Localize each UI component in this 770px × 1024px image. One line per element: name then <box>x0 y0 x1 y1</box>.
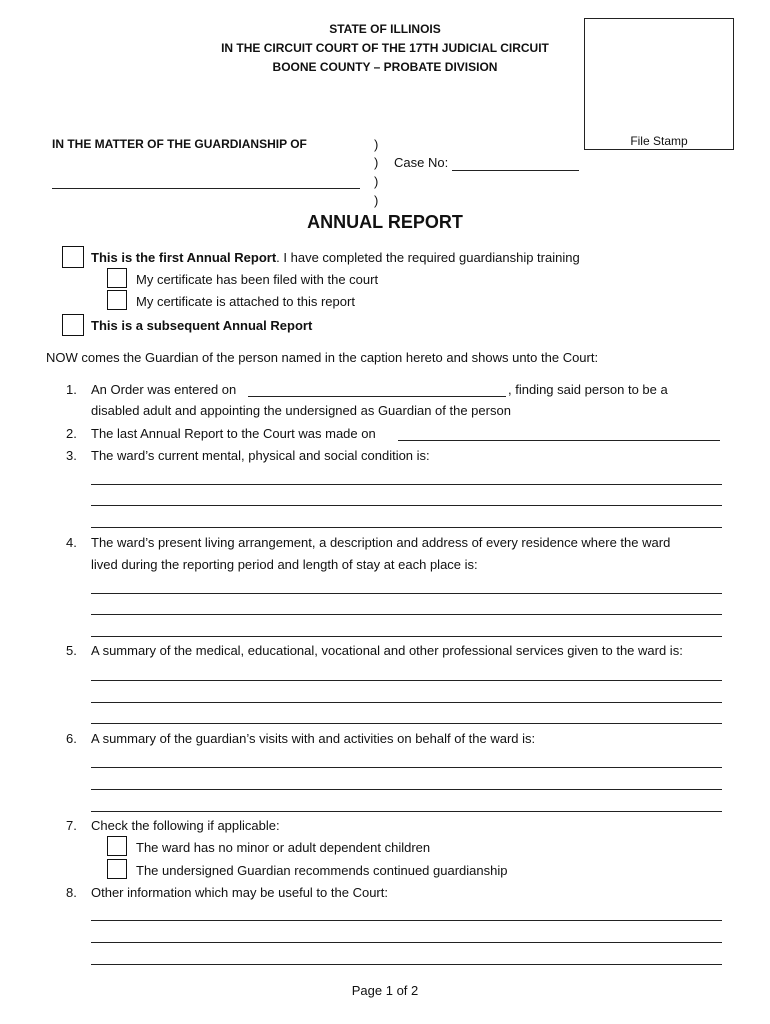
first-report-label-rest: . I have completed the required guardianship training <box>276 250 580 265</box>
continued-guardianship-checkbox[interactable] <box>107 859 127 879</box>
certificate-filed-checkbox[interactable] <box>107 268 127 288</box>
certificate-attached-label: My certificate is attached to this report <box>136 294 355 309</box>
first-report-label <box>91 250 580 265</box>
item-2-text: The last Annual Report to the Court was made on <box>91 426 376 441</box>
intro-text: NOW comes the Guardian of the person named in the caption hereto and shows unto the Court: <box>46 350 599 365</box>
item-3-answer-line[interactable] <box>91 527 722 528</box>
item-4-answer-line[interactable] <box>91 593 722 594</box>
file-stamp-box <box>584 18 734 150</box>
item-5-number: 5. <box>66 643 77 658</box>
case-no-label: Case No: <box>394 155 449 170</box>
subsequent-report-label: This is a subsequent Annual Report <box>91 318 313 333</box>
case-no-field[interactable] <box>452 170 579 171</box>
continued-guardianship-label: The undersigned Guardian recommends continued guardianship <box>136 863 508 878</box>
item-8-answer-line[interactable] <box>91 920 722 921</box>
item-1-text-cont: , finding said person to be a <box>508 382 668 397</box>
item-3-text: The ward’s current mental, physical and social condition is: <box>91 448 430 463</box>
no-dependents-label: The ward has no minor or adult dependent children <box>136 840 431 855</box>
item-4-answer-line[interactable] <box>91 614 722 615</box>
item-8-answer-line[interactable] <box>91 942 722 943</box>
no-dependents-checkbox[interactable] <box>107 836 127 856</box>
item-7-number: 7. <box>66 818 77 833</box>
last-report-date-field[interactable] <box>398 440 720 441</box>
subsequent-report-checkbox[interactable] <box>62 314 84 336</box>
item-2-number: 2. <box>66 426 77 441</box>
item-4-number: 4. <box>66 535 77 550</box>
item-6-answer-line[interactable] <box>91 811 722 812</box>
item-4-answer-line[interactable] <box>91 636 722 637</box>
item-5-answer-line[interactable] <box>91 723 722 724</box>
item-8-number: 8. <box>66 885 77 900</box>
first-report-checkbox[interactable] <box>62 246 84 268</box>
item-7-text: Check the following if applicable: <box>91 818 280 833</box>
certificate-filed-label: My certificate has been filed with the court <box>136 272 379 287</box>
item-3-answer-line[interactable] <box>91 505 722 506</box>
ward-name-field[interactable] <box>52 188 360 189</box>
item-4-text-line2: lived during the reporting period and length of stay at each place is: <box>91 557 478 572</box>
caption-paren-3: ) <box>374 174 379 189</box>
certificate-attached-checkbox[interactable] <box>107 290 127 310</box>
item-5-answer-line[interactable] <box>91 702 722 703</box>
item-8-answer-line[interactable] <box>91 964 722 965</box>
item-4-text: The ward’s present living arrangement, a description and address of every residence where the ward <box>91 535 671 550</box>
item-3-answer-line[interactable] <box>91 484 722 485</box>
item-1-text: An Order was entered on <box>91 382 237 397</box>
caption-paren-2: ) <box>374 155 379 170</box>
item-6-text: A summary of the guardian’s visits with and activities on behalf of the ward is: <box>91 731 536 746</box>
first-report-label-bold: This is the first Annual Report <box>91 250 277 265</box>
item-6-answer-line[interactable] <box>91 789 722 790</box>
court-header-division: BOONE COUNTY – PROBATE DIVISION <box>272 60 498 74</box>
page-number: Page 1 of 2 <box>351 983 419 998</box>
item-1-number: 1. <box>66 382 77 397</box>
item-3-number: 3. <box>66 448 77 463</box>
court-header-circuit: IN THE CIRCUIT COURT OF THE 17TH JUDICIAL CIRCUIT <box>221 41 549 55</box>
item-6-number: 6. <box>66 731 77 746</box>
guardianship-matter-label: IN THE MATTER OF THE GUARDIANSHIP OF <box>52 137 307 151</box>
item-8-text: Other information which may be useful to the Court: <box>91 885 388 900</box>
order-date-field[interactable] <box>248 396 506 397</box>
item-6-answer-line[interactable] <box>91 767 722 768</box>
item-5-answer-line[interactable] <box>91 680 722 681</box>
file-stamp-label: File Stamp <box>630 134 688 148</box>
caption-paren-1: ) <box>374 137 379 152</box>
item-1-text-line2: disabled adult and appointing the undersigned as Guardian of the person <box>91 403 511 418</box>
caption-paren-4: ) <box>374 193 379 208</box>
item-5-text: A summary of the medical, educational, vocational and other professional services given to the ward is: <box>91 643 683 658</box>
court-header-state: STATE OF ILLINOIS <box>329 22 441 36</box>
document-title: ANNUAL REPORT <box>307 212 463 232</box>
